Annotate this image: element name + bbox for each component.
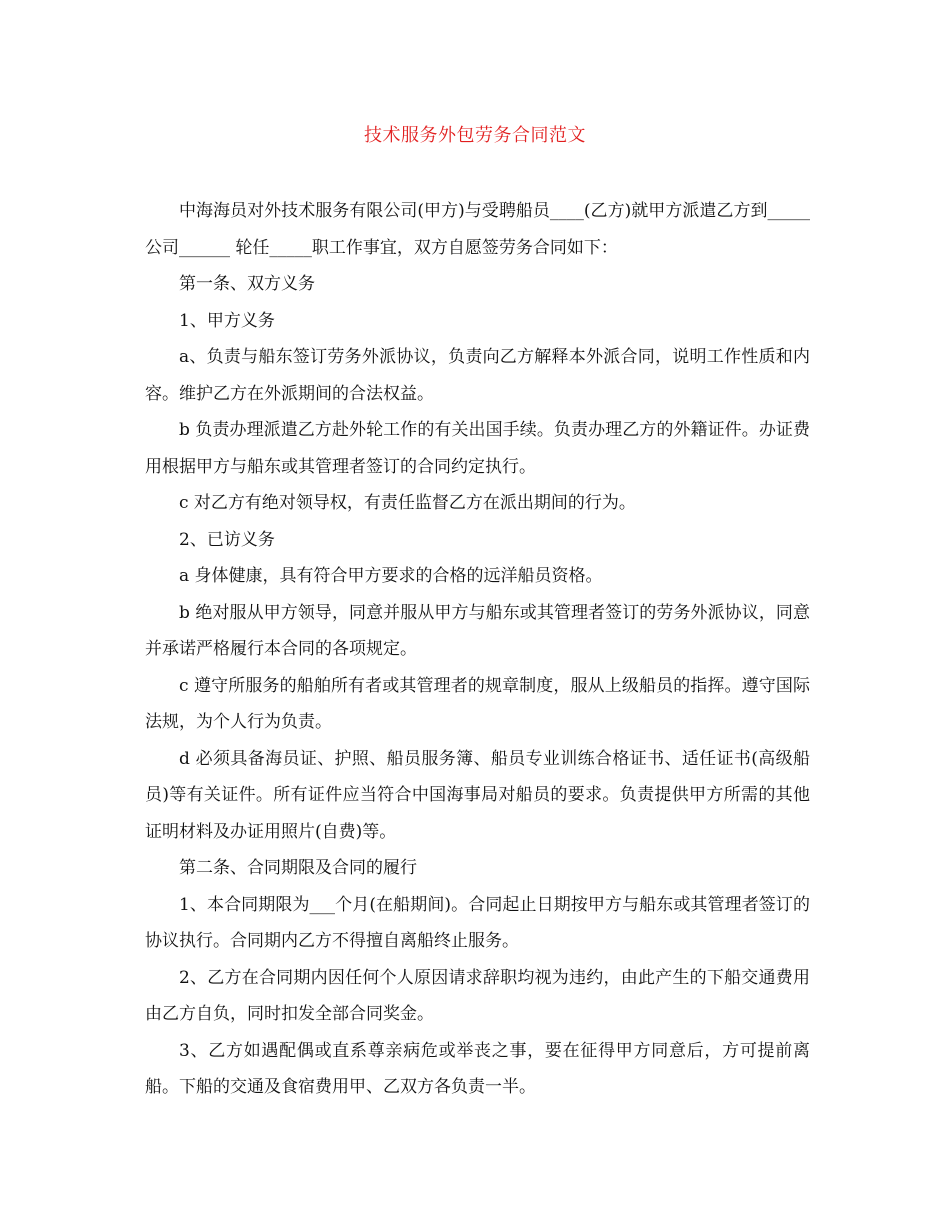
section-heading-2: 第二条、合同期限及合同的履行 bbox=[179, 858, 417, 878]
paragraph-term-3: 3、乙方如遇配偶或直系尊亲病危或举丧之事，要在征得甲方同意后，方可提前离船。下船的交通及食宿费用甲、乙双方各负责一半。 bbox=[145, 1040, 810, 1097]
paragraph-b2: b 绝对服从甲方领导，同意并服从甲方与船东或其管理者签订的劳务外派协议，同意并承诺严格履行本合同的各项规定。 bbox=[145, 602, 810, 659]
paragraph-a2: a 身体健康，具有符合甲方要求的合格的远洋船员资格。 bbox=[179, 566, 603, 586]
subheading-party-b-duties: 2、已访义务 bbox=[179, 529, 275, 550]
section-heading-1: 第一条、双方义务 bbox=[179, 274, 315, 294]
paragraph-a1: a、负责与船东签订劳务外派协议，负责向乙方解释本外派合同，说明工作性质和内容。维护乙方在外派期间的合法权益。 bbox=[145, 347, 810, 404]
paragraph-c1: c 对乙方有绝对领导权，有责任监督乙方在派出期间的行为。 bbox=[179, 493, 636, 513]
document-body bbox=[145, 193, 810, 1106]
document-title: 技术服务外包劳务合同范文 bbox=[364, 125, 586, 146]
paragraph-intro: 中海海员对外技术服务有限公司(甲方)与受聘船员____(乙方)就甲方派遣乙方到_____公司______ 轮任_____职工作事宜，双方自愿签劳务合同如下： bbox=[145, 201, 810, 258]
subheading-party-a-duties: 1、甲方义务 bbox=[179, 310, 275, 331]
paragraph-d2: d 必须具备海员证、护照、船员服务簿、船员专业训练合格证书、适任证书(高级船员)等有关证件。所有证件应当符合中国海事局对船员的要求。负责提供甲方所需的其他证明材料及办证用照片(自费)等。 bbox=[145, 748, 810, 842]
paragraph-term-2: 2、乙方在合同期内因任何个人原因请求辞职均视为违约，由此产生的下船交通费用由乙方自负，同时扣发全部合同奖金。 bbox=[145, 967, 810, 1024]
paragraph-b1: b 负责办理派遣乙方赴外轮工作的有关出国手续。负责办理乙方的外籍证件。办证费用根据甲方与船东或其管理者签订的合同约定执行。 bbox=[145, 420, 810, 477]
paragraph-term-1: 1、本合同期限为___个月(在船期间)。合同起止日期按甲方与船东或其管理者签订的协议执行。合同期内乙方不得擅自离船终止服务。 bbox=[145, 894, 810, 951]
paragraph-c2: c 遵守所服务的船舶所有者或其管理者的规章制度，服从上级船员的指挥。遵守国际法规，为个人行为负责。 bbox=[145, 675, 810, 732]
